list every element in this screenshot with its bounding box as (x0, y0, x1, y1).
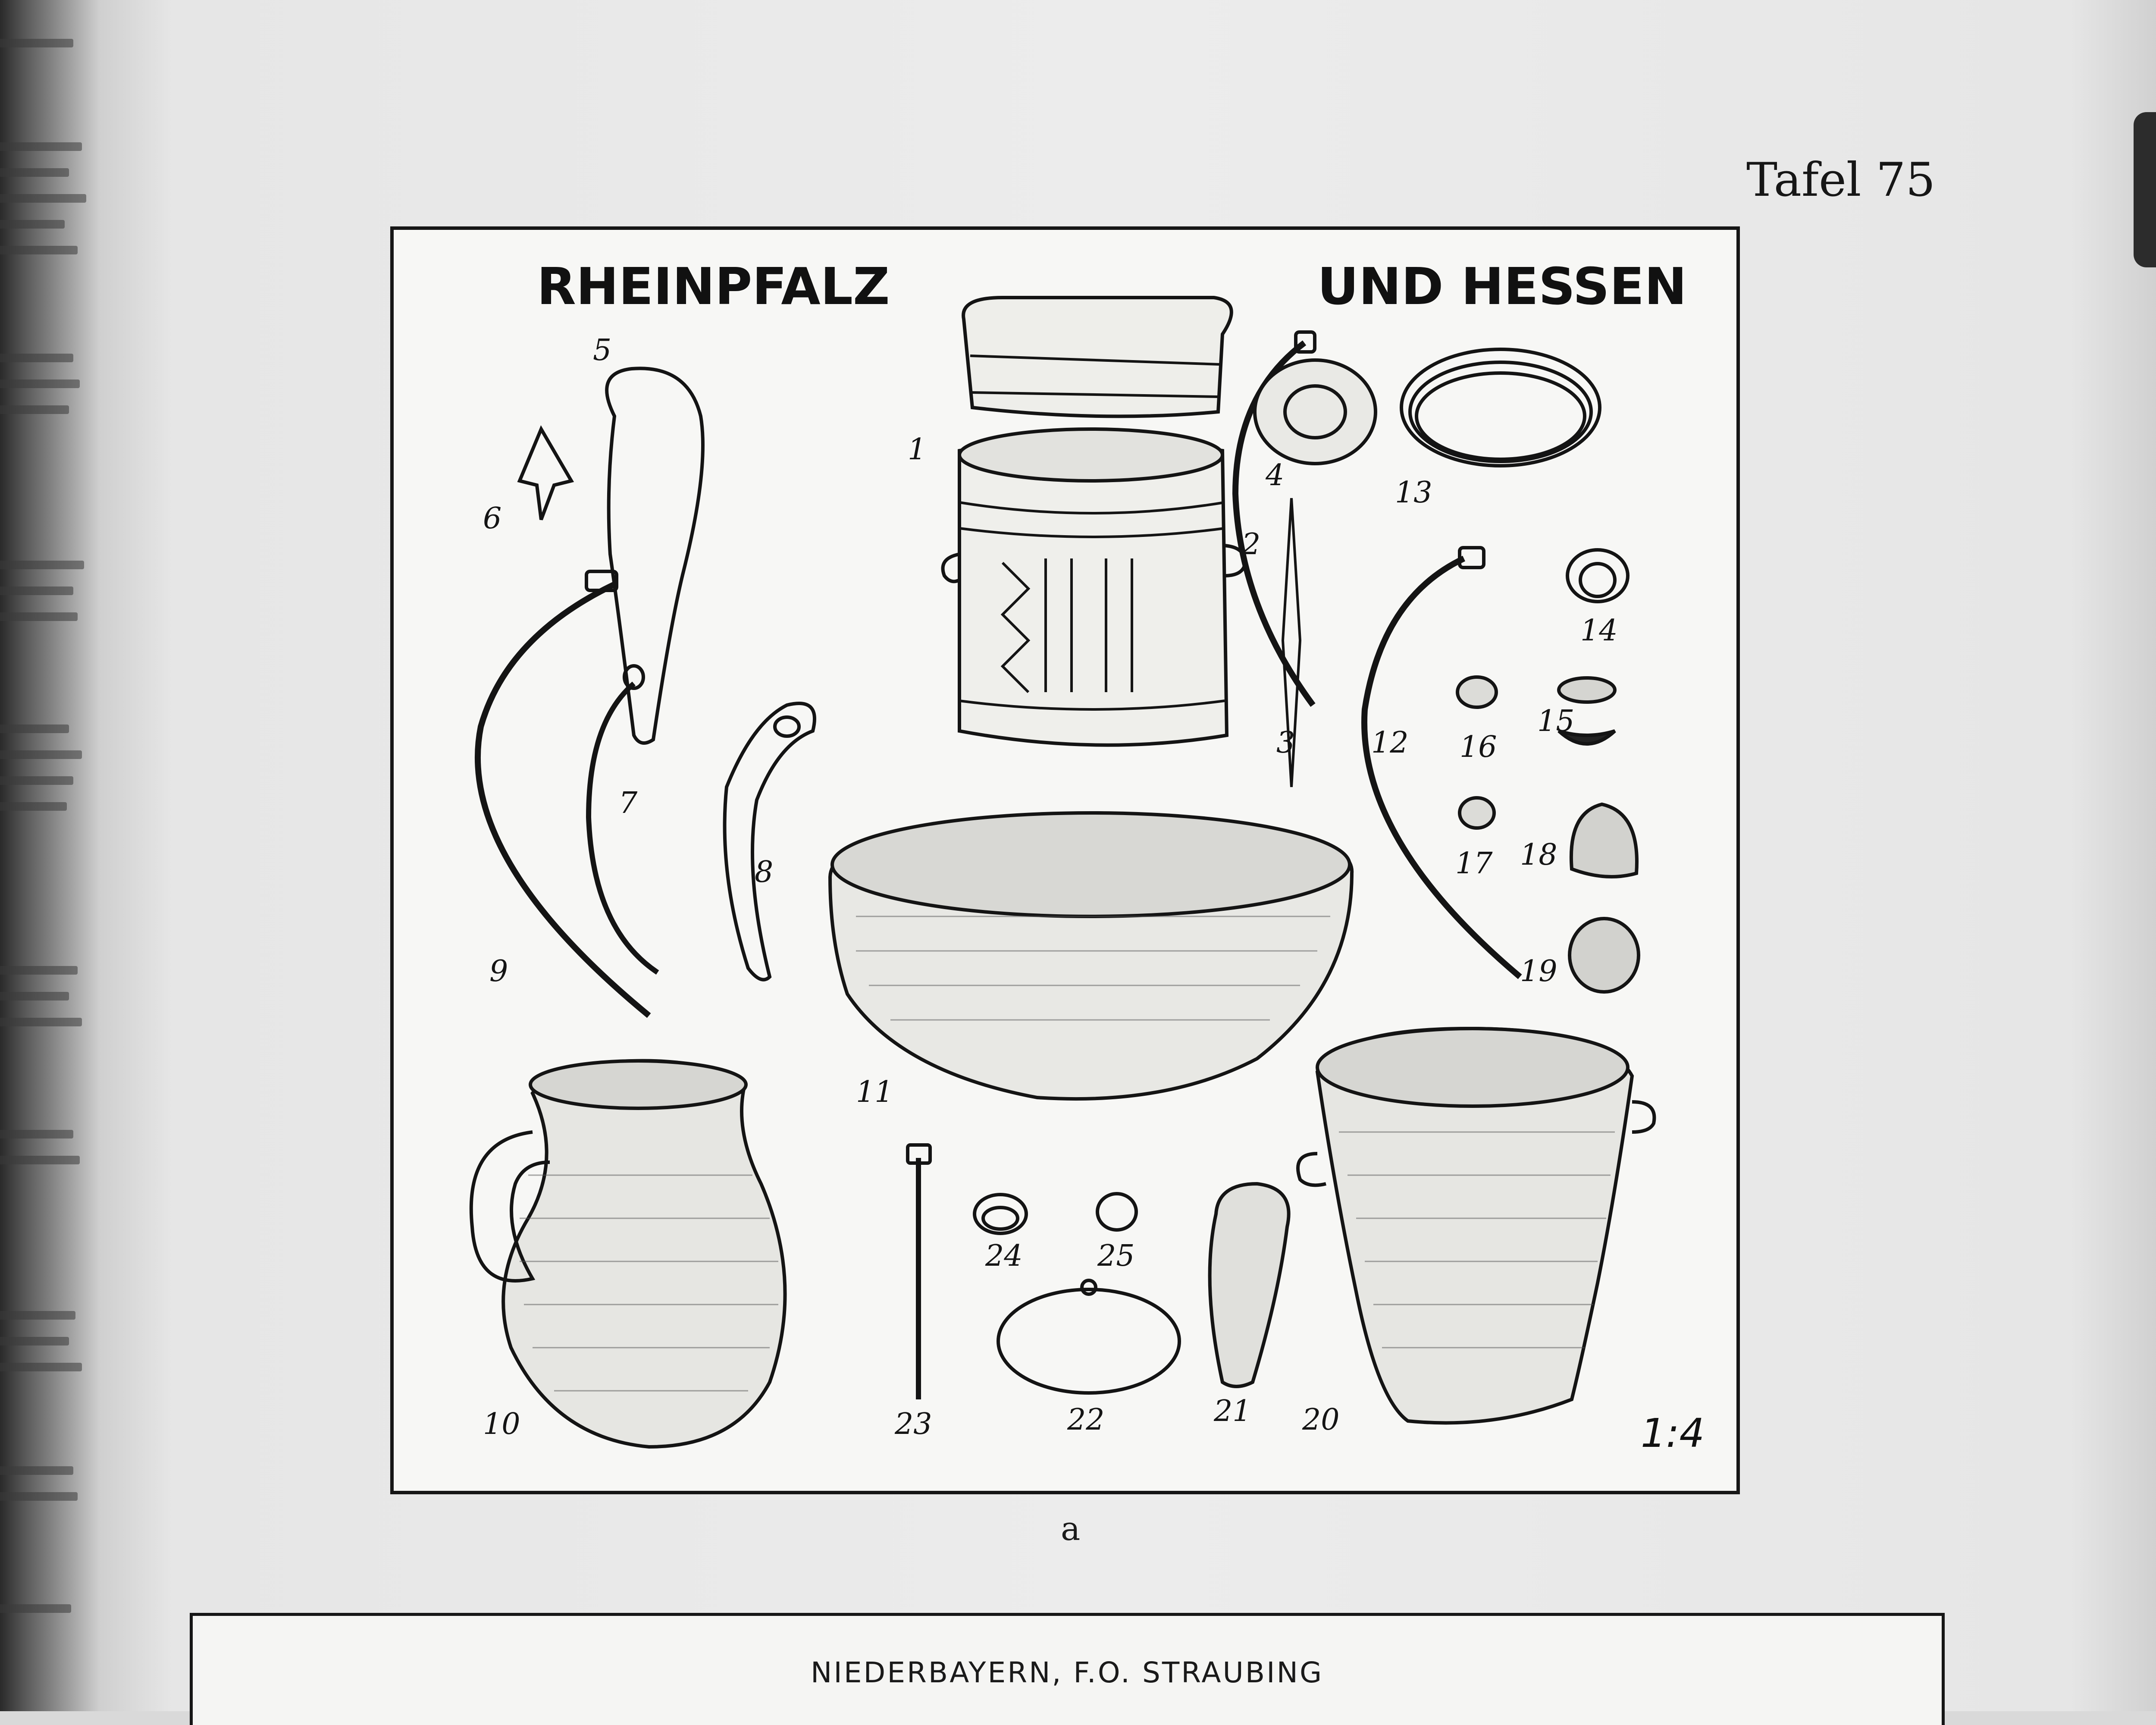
artifact-15-top (1559, 678, 1615, 702)
facing-page-text (0, 0, 103, 1711)
item-number-14: 14 (1580, 614, 1618, 648)
item-number-7: 7 (619, 786, 638, 820)
item-number-10: 10 (483, 1407, 520, 1441)
item-number-18: 18 (1520, 838, 1557, 872)
bookmark-tab (2134, 112, 2156, 267)
item-number-12: 12 (1371, 726, 1409, 760)
item-number-3: 3 (1276, 726, 1295, 760)
item-number-8: 8 (755, 855, 774, 889)
plate-caption: a (1061, 1509, 1081, 1548)
item-number-20: 20 (1302, 1403, 1340, 1437)
artifact-1-handle-left (943, 554, 959, 581)
artifact-18-stone (1571, 804, 1637, 877)
plate-number: Tafel 75 (1746, 153, 1936, 207)
artifact-10-jug (503, 1061, 785, 1447)
item-number-4: 4 (1266, 458, 1285, 492)
artifact-21-pendant (1210, 1184, 1289, 1386)
item-number-23: 23 (895, 1407, 932, 1441)
artifact-14-ring (1567, 550, 1628, 602)
item-number-25: 25 (1097, 1239, 1135, 1273)
artifact-4-ring (1255, 360, 1376, 464)
artifact-1-pot (959, 440, 1227, 745)
artifact-22-torc (998, 1289, 1179, 1393)
item-number-2: 2 (1242, 527, 1261, 561)
item-number-13: 13 (1395, 476, 1432, 510)
item-number-5: 5 (593, 333, 612, 367)
artifact-5-stone-tool (607, 368, 703, 743)
artifact-8-horn-tool (725, 703, 815, 980)
artifact-7-pin (589, 684, 658, 972)
plate-title-right: UND HESSEN (1317, 257, 1687, 316)
artifact-19-stone (1570, 919, 1639, 992)
item-number-22: 22 (1067, 1403, 1105, 1437)
item-number-11: 11 (856, 1075, 893, 1109)
scale-label: 1:4 (1641, 1410, 1705, 1456)
lower-plate-title: NIEDERBAYERN, F.O. STRAUBING (811, 1656, 1324, 1689)
artifact-12-pin (1364, 558, 1520, 977)
item-number-19: 19 (1520, 954, 1557, 988)
plate-illustration (390, 226, 1740, 1494)
artifact-16-bead (1457, 677, 1496, 707)
artifact-17-bead (1460, 798, 1494, 828)
artifact-13-armring (1401, 349, 1600, 466)
plate-title-left: RHEINPFALZ (537, 257, 890, 316)
item-number-15: 15 (1537, 704, 1575, 738)
item-number-24: 24 (985, 1239, 1023, 1273)
item-number-1: 1 (908, 433, 927, 467)
item-number-17: 17 (1455, 847, 1493, 881)
item-number-21: 21 (1214, 1394, 1251, 1428)
item-number-6: 6 (483, 502, 502, 536)
item-number-9: 9 (489, 954, 508, 988)
artifact-6-arrowhead (520, 429, 571, 520)
artifact-25-bead (1097, 1194, 1136, 1230)
item-number-16: 16 (1460, 730, 1497, 764)
